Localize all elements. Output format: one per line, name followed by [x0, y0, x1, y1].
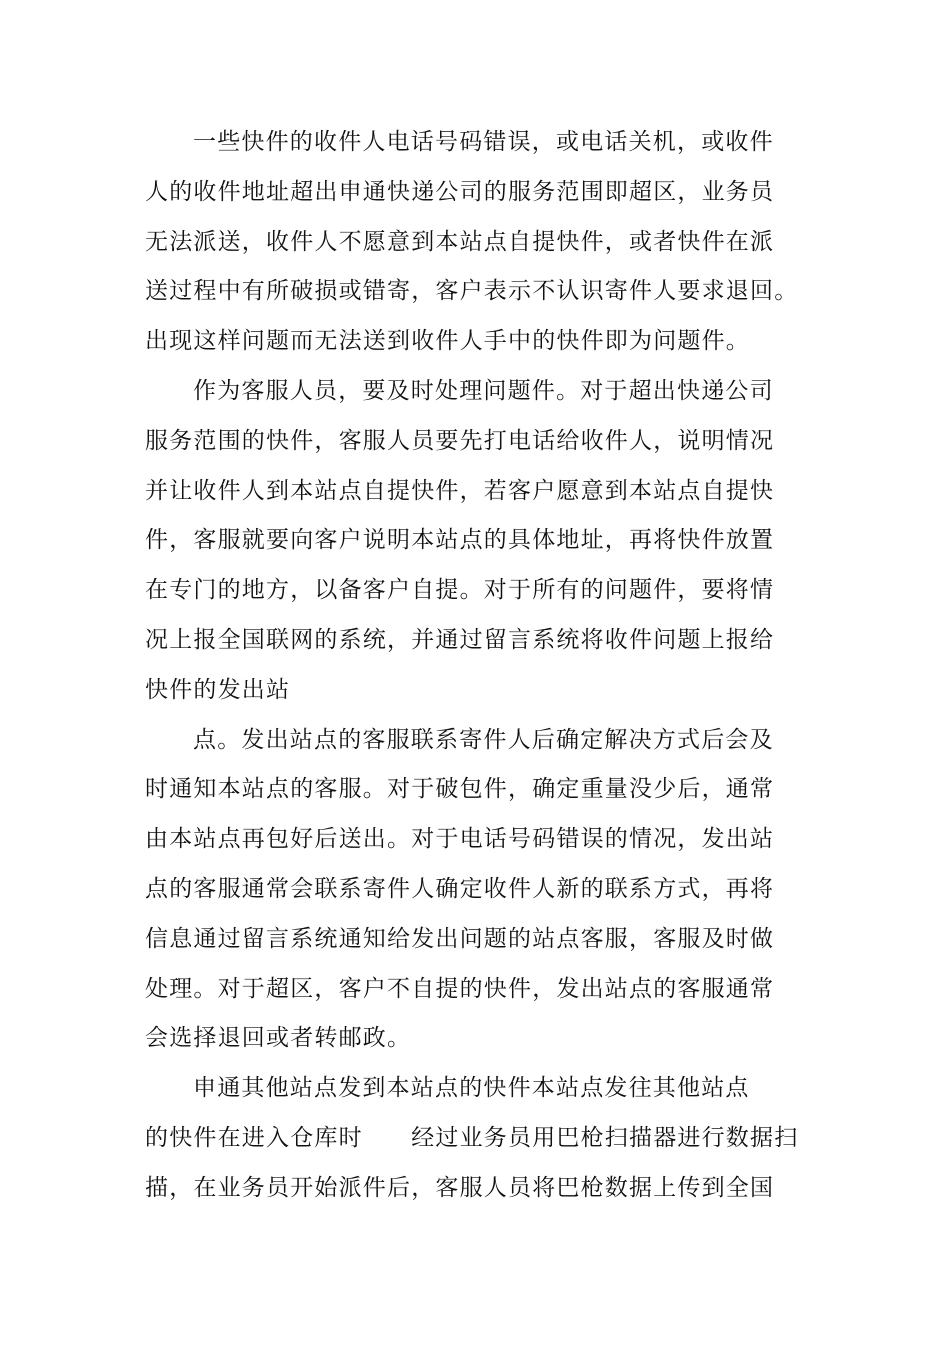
paragraph-3-line-1: 点。发出站点的客服联系寄件人后确定解决方式后会及: [193, 727, 774, 753]
paragraph-1-line-5: 出现这样问题而无法送到收件人手中的快件即为问题件。: [145, 328, 750, 354]
paragraph-4-line-1: 申通其他站点发到本站点的快件本站点发往其他站点: [193, 1075, 750, 1101]
paragraph-4-line-2: 的快件在进入仓库时 经过业务员用巴枪扫描器进行数据扫: [145, 1125, 799, 1151]
paragraph-4-line-3: 描，在业务员开始派件后，客服人员将巴枪数据上传到全国: [145, 1175, 775, 1201]
paragraph-2-line-3: 并让收件人到本站点自提快件，若客户愿意到本站点自提快: [145, 478, 775, 504]
paragraph-3-line-5: 信息通过留言系统通知给发出问题的站点客服，客服及时做: [145, 926, 775, 952]
paragraph-1-line-3: 无法派送，收件人不愿意到本站点自提快件，或者快件在派: [145, 229, 775, 255]
paragraph-3-line-3: 由本站点再包好后送出。对于电话号码错误的情况，发出站: [145, 826, 775, 852]
paragraph-1-line-2: 人的收件地址超出申通快递公司的服务范围即超区，业务员: [145, 179, 775, 205]
paragraph-3-line-6: 处理。对于超区，客户不自提的快件，发出站点的客服通常: [145, 976, 775, 1002]
paragraph-1-line-1: 一些快件的收件人电话号码错误，或电话关机，或收件: [193, 129, 774, 155]
paragraph-3-line-7: 会选择退回或者转邮政。: [145, 1025, 412, 1051]
paragraph-2-line-2: 服务范围的快件，客服人员要先打电话给收件人，说明情况: [145, 428, 775, 454]
paragraph-3-line-4: 点的客服通常会联系寄件人确定收件人新的联系方式，再将: [145, 876, 775, 902]
paragraph-1-line-4: 送过程中有所破损或错寄，客户表示不认识寄件人要求退回。: [145, 278, 799, 304]
paragraph-2-line-6: 况上报全国联网的系统，并通过留言系统将收件问题上报给: [145, 627, 775, 653]
paragraph-3-line-2: 时通知本站点的客服。对于破包件，确定重量没少后，通常: [145, 776, 775, 802]
paragraph-2-line-7: 快件的发出站: [145, 677, 291, 703]
paragraph-2-line-4: 件，客服就要向客户说明本站点的具体地址，再将快件放置: [145, 527, 775, 553]
paragraph-2-line-1: 作为客服人员，要及时处理问题件。对于超出快递公司: [193, 378, 774, 404]
paragraph-2-line-5: 在专门的地方，以备客户自提。对于所有的问题件，要将情: [145, 577, 775, 603]
